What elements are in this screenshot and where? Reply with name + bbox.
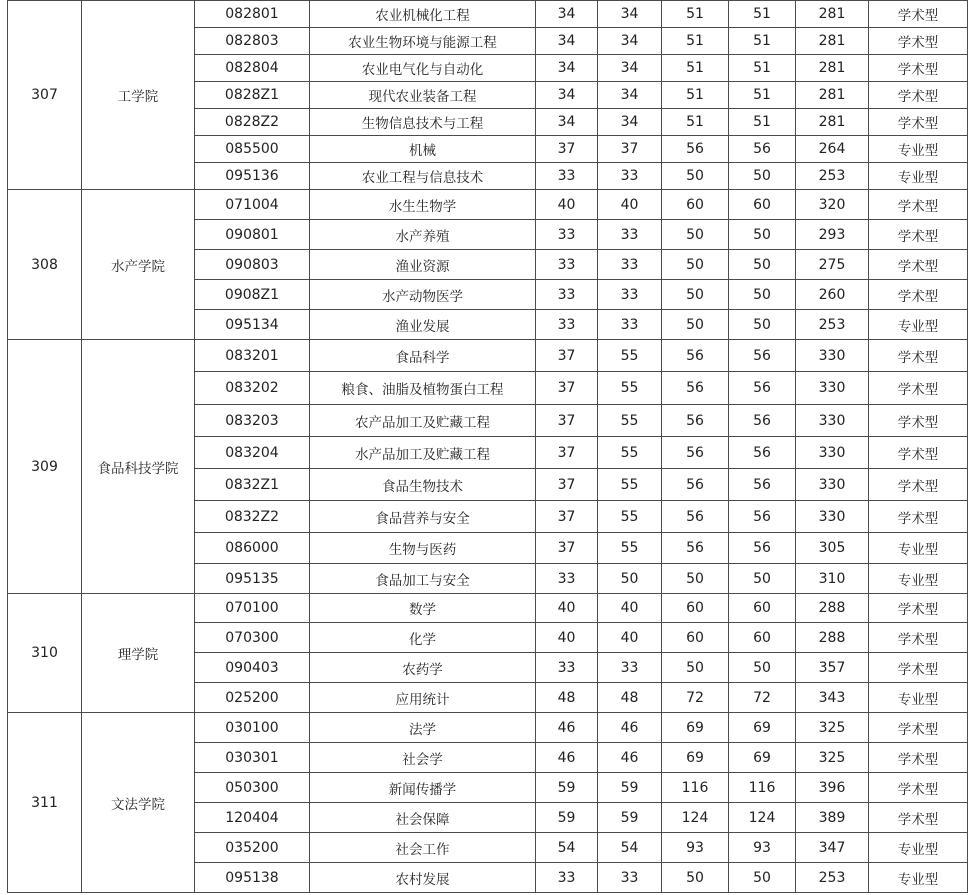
score-politics: 33 [536,564,598,594]
table-row [8,713,968,743]
score-politics: 40 [536,594,598,623]
degree-type: 学术型 [869,55,968,82]
total-score: 330 [796,372,869,405]
score-subject-1: 50 [662,250,729,280]
degree-type: 学术型 [869,501,968,533]
score-foreign-language: 37 [598,136,662,163]
major-name: 农业生物环境与能源工程 [310,28,536,55]
major-name: 渔业发展 [310,310,536,340]
score-foreign-language: 54 [598,833,662,863]
score-foreign-language: 40 [598,190,662,220]
score-subject-1: 51 [662,55,729,82]
degree-type: 学术型 [869,28,968,55]
score-subject-2: 51 [729,109,796,136]
score-foreign-language: 59 [598,773,662,803]
table-row [8,1,968,28]
major-code: 071004 [195,190,310,220]
major-code: 082801 [195,1,310,28]
degree-type: 专业型 [869,310,968,340]
total-score: 253 [796,163,869,190]
score-politics: 59 [536,803,598,833]
score-subject-1: 56 [662,340,729,372]
score-politics: 33 [536,163,598,190]
major-code: 095134 [195,310,310,340]
major-code: 030100 [195,713,310,743]
score-politics: 33 [536,310,598,340]
score-politics: 34 [536,28,598,55]
major-name: 水生生物学 [310,190,536,220]
total-score: 330 [796,405,869,437]
score-politics: 37 [536,437,598,469]
major-code: 0828Z2 [195,109,310,136]
score-subject-1: 56 [662,469,729,501]
degree-type: 学术型 [869,743,968,773]
score-subject-1: 69 [662,713,729,743]
table-row [8,594,968,623]
total-score: 281 [796,109,869,136]
score-foreign-language: 50 [598,564,662,594]
score-subject-2: 50 [729,564,796,594]
score-subject-1: 50 [662,863,729,893]
college-name: 食品科技学院 [82,340,195,594]
score-subject-2: 56 [729,405,796,437]
score-foreign-language: 33 [598,653,662,683]
total-score: 343 [796,683,869,713]
degree-type: 学术型 [869,713,968,743]
major-code: 083201 [195,340,310,372]
major-code: 083202 [195,372,310,405]
score-foreign-language: 33 [598,310,662,340]
score-politics: 46 [536,743,598,773]
college-name: 水产学院 [82,190,195,340]
score-subject-1: 56 [662,533,729,564]
score-foreign-language: 55 [598,533,662,564]
score-subject-2: 56 [729,340,796,372]
major-name: 农产品加工及贮藏工程 [310,405,536,437]
major-name: 食品营养与安全 [310,501,536,533]
total-score: 330 [796,437,869,469]
score-subject-1: 50 [662,280,729,310]
score-subject-2: 60 [729,190,796,220]
degree-type: 学术型 [869,469,968,501]
degree-type: 学术型 [869,372,968,405]
total-score: 330 [796,469,869,501]
major-name: 生物信息技术与工程 [310,109,536,136]
major-name: 社会保障 [310,803,536,833]
major-code: 095136 [195,163,310,190]
score-politics: 37 [536,533,598,564]
score-politics: 46 [536,713,598,743]
score-subject-1: 60 [662,594,729,623]
major-code: 090403 [195,653,310,683]
major-name: 生物与医药 [310,533,536,564]
score-subject-1: 72 [662,683,729,713]
score-subject-2: 56 [729,372,796,405]
major-name: 化学 [310,623,536,653]
major-code: 0832Z2 [195,501,310,533]
score-politics: 33 [536,863,598,893]
score-subject-2: 50 [729,220,796,250]
score-politics: 33 [536,220,598,250]
score-subject-1: 50 [662,310,729,340]
major-name: 机械 [310,136,536,163]
score-subject-2: 50 [729,863,796,893]
college-name: 工学院 [82,1,195,190]
major-name: 食品科学 [310,340,536,372]
score-foreign-language: 34 [598,109,662,136]
score-politics: 40 [536,623,598,653]
score-subject-1: 60 [662,190,729,220]
score-foreign-language: 34 [598,1,662,28]
score-subject-1: 50 [662,220,729,250]
score-subject-1: 51 [662,82,729,109]
score-subject-1: 116 [662,773,729,803]
college-code: 307 [8,1,82,190]
score-politics: 37 [536,501,598,533]
major-name: 社会学 [310,743,536,773]
score-subject-1: 50 [662,163,729,190]
score-subject-2: 116 [729,773,796,803]
major-name: 水产品加工及贮藏工程 [310,437,536,469]
degree-type: 学术型 [869,190,968,220]
score-subject-1: 50 [662,653,729,683]
major-code: 035200 [195,833,310,863]
major-code: 085500 [195,136,310,163]
major-code: 120404 [195,803,310,833]
total-score: 330 [796,340,869,372]
total-score: 320 [796,190,869,220]
total-score: 281 [796,1,869,28]
score-politics: 34 [536,1,598,28]
score-subject-2: 51 [729,28,796,55]
degree-type: 学术型 [869,437,968,469]
score-foreign-language: 55 [598,469,662,501]
major-name: 农药学 [310,653,536,683]
score-subject-1: 60 [662,623,729,653]
score-foreign-language: 46 [598,713,662,743]
score-subject-1: 93 [662,833,729,863]
score-subject-1: 51 [662,28,729,55]
score-subject-2: 50 [729,250,796,280]
total-score: 330 [796,501,869,533]
score-subject-2: 72 [729,683,796,713]
degree-type: 学术型 [869,250,968,280]
total-score: 281 [796,82,869,109]
score-foreign-language: 46 [598,743,662,773]
score-politics: 37 [536,136,598,163]
score-subject-1: 56 [662,372,729,405]
score-foreign-language: 55 [598,340,662,372]
total-score: 253 [796,863,869,893]
degree-type: 专业型 [869,533,968,564]
major-code: 090801 [195,220,310,250]
score-politics: 59 [536,773,598,803]
degree-type: 学术型 [869,773,968,803]
major-code: 050300 [195,773,310,803]
score-subject-2: 50 [729,310,796,340]
score-subject-2: 51 [729,55,796,82]
score-subject-1: 124 [662,803,729,833]
college-code: 310 [8,594,82,713]
major-code: 095135 [195,564,310,594]
major-name: 农村发展 [310,863,536,893]
major-name: 应用统计 [310,683,536,713]
major-code: 0828Z1 [195,82,310,109]
degree-type: 学术型 [869,340,968,372]
score-subject-1: 56 [662,501,729,533]
degree-type: 专业型 [869,833,968,863]
score-foreign-language: 33 [598,163,662,190]
score-subject-2: 50 [729,280,796,310]
total-score: 275 [796,250,869,280]
score-foreign-language: 55 [598,501,662,533]
degree-type: 学术型 [869,220,968,250]
score-subject-2: 56 [729,501,796,533]
total-score: 389 [796,803,869,833]
score-foreign-language: 59 [598,803,662,833]
score-foreign-language: 55 [598,437,662,469]
score-subject-2: 93 [729,833,796,863]
degree-type: 学术型 [869,594,968,623]
score-politics: 34 [536,82,598,109]
total-score: 281 [796,28,869,55]
degree-type: 学术型 [869,405,968,437]
degree-type: 专业型 [869,163,968,190]
score-politics: 37 [536,372,598,405]
major-name: 农业电气化与自动化 [310,55,536,82]
score-foreign-language: 48 [598,683,662,713]
total-score: 310 [796,564,869,594]
major-code: 082803 [195,28,310,55]
major-code: 0908Z1 [195,280,310,310]
score-politics: 33 [536,280,598,310]
college-code: 309 [8,340,82,594]
score-subject-1: 56 [662,405,729,437]
total-score: 288 [796,594,869,623]
degree-type: 学术型 [869,1,968,28]
table-row [8,190,968,220]
major-code: 090803 [195,250,310,280]
degree-type: 专业型 [869,564,968,594]
score-foreign-language: 55 [598,405,662,437]
total-score: 396 [796,773,869,803]
major-code: 025200 [195,683,310,713]
major-name: 水产动物医学 [310,280,536,310]
total-score: 357 [796,653,869,683]
score-foreign-language: 40 [598,594,662,623]
score-politics: 54 [536,833,598,863]
major-code: 095138 [195,863,310,893]
total-score: 288 [796,623,869,653]
major-code: 082804 [195,55,310,82]
major-code: 086000 [195,533,310,564]
degree-type: 专业型 [869,136,968,163]
score-subject-2: 50 [729,653,796,683]
score-foreign-language: 34 [598,28,662,55]
score-subject-2: 51 [729,1,796,28]
total-score: 264 [796,136,869,163]
score-politics: 40 [536,190,598,220]
total-score: 293 [796,220,869,250]
score-politics: 48 [536,683,598,713]
score-politics: 33 [536,250,598,280]
score-subject-1: 51 [662,1,729,28]
degree-type: 学术型 [869,653,968,683]
score-subject-2: 56 [729,533,796,564]
degree-type: 学术型 [869,109,968,136]
score-foreign-language: 40 [598,623,662,653]
major-name: 法学 [310,713,536,743]
total-score: 305 [796,533,869,564]
score-foreign-language: 55 [598,372,662,405]
score-politics: 37 [536,469,598,501]
score-foreign-language: 33 [598,280,662,310]
total-score: 325 [796,713,869,743]
major-name: 新闻传播学 [310,773,536,803]
major-name: 粮食、油脂及植物蛋白工程 [310,372,536,405]
total-score: 325 [796,743,869,773]
major-name: 数学 [310,594,536,623]
total-score: 260 [796,280,869,310]
score-subject-1: 50 [662,564,729,594]
score-subject-2: 60 [729,594,796,623]
score-table [7,0,968,893]
major-name: 农业机械化工程 [310,1,536,28]
score-subject-2: 69 [729,743,796,773]
degree-type: 学术型 [869,280,968,310]
score-foreign-language: 33 [598,863,662,893]
college-code: 311 [8,713,82,893]
total-score: 253 [796,310,869,340]
score-subject-2: 56 [729,437,796,469]
major-name: 现代农业装备工程 [310,82,536,109]
major-code: 0832Z1 [195,469,310,501]
degree-type: 学术型 [869,82,968,109]
major-code: 030301 [195,743,310,773]
score-politics: 37 [536,405,598,437]
major-name: 水产养殖 [310,220,536,250]
major-name: 农业工程与信息技术 [310,163,536,190]
score-subject-1: 69 [662,743,729,773]
score-subject-2: 69 [729,713,796,743]
college-code: 308 [8,190,82,340]
score-politics: 33 [536,653,598,683]
major-name: 食品生物技术 [310,469,536,501]
major-code: 070100 [195,594,310,623]
score-foreign-language: 33 [598,250,662,280]
major-name: 社会工作 [310,833,536,863]
degree-type: 专业型 [869,683,968,713]
score-politics: 37 [536,340,598,372]
score-subject-2: 50 [729,163,796,190]
score-politics: 34 [536,109,598,136]
major-code: 083204 [195,437,310,469]
major-code: 083203 [195,405,310,437]
major-code: 070300 [195,623,310,653]
college-name: 文法学院 [82,713,195,893]
score-subject-1: 56 [662,136,729,163]
total-score: 347 [796,833,869,863]
score-foreign-language: 34 [598,55,662,82]
score-subject-2: 56 [729,136,796,163]
college-name: 理学院 [82,594,195,713]
degree-type: 学术型 [869,803,968,833]
degree-type: 学术型 [869,623,968,653]
degree-type: 专业型 [869,863,968,893]
major-name: 渔业资源 [310,250,536,280]
score-foreign-language: 34 [598,82,662,109]
score-subject-2: 51 [729,82,796,109]
score-politics: 34 [536,55,598,82]
score-subject-2: 56 [729,469,796,501]
total-score: 281 [796,55,869,82]
score-foreign-language: 33 [598,220,662,250]
score-subject-1: 56 [662,437,729,469]
score-subject-1: 51 [662,109,729,136]
table-row [8,340,968,372]
score-subject-2: 124 [729,803,796,833]
score-subject-2: 60 [729,623,796,653]
major-name: 食品加工与安全 [310,564,536,594]
